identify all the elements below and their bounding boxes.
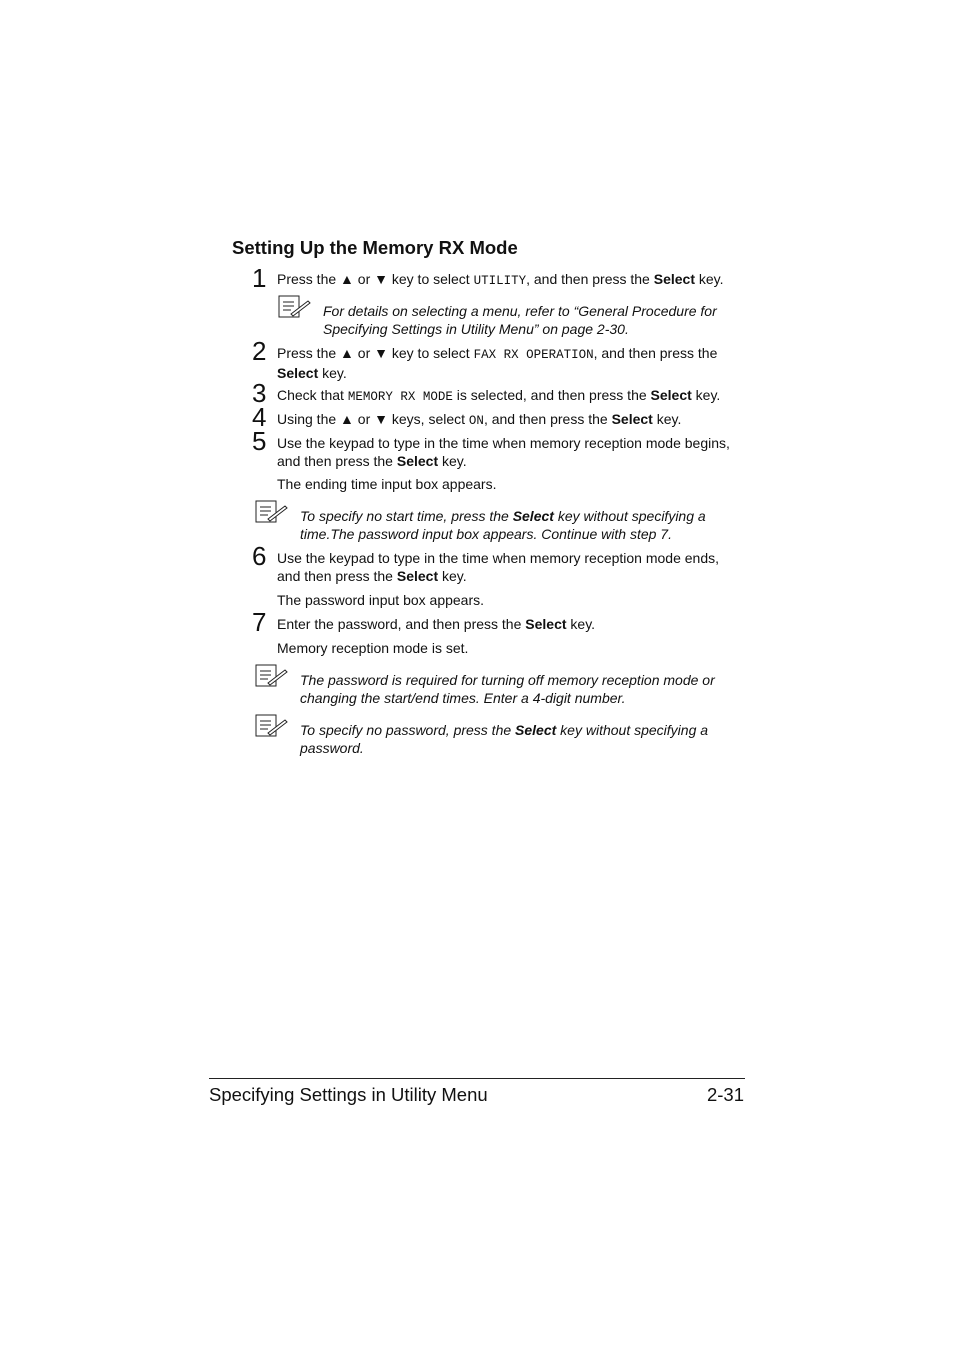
step-4-number: 4 xyxy=(252,402,267,432)
code-on: ON xyxy=(468,414,484,428)
note-pencil-icon xyxy=(255,714,289,738)
code-memory-rx-mode: MEMORY RX MODE xyxy=(347,390,453,404)
up-arrow-icon: ▲ xyxy=(340,271,354,287)
step-5-number: 5 xyxy=(252,426,267,456)
select-key-label: Select xyxy=(396,568,439,584)
note-pencil-icon xyxy=(255,500,289,524)
note-pencil-icon xyxy=(278,295,312,319)
footer-rule xyxy=(209,1078,745,1079)
section-heading: Setting Up the Memory RX Mode xyxy=(232,237,518,258)
step-7-note-1: The password is required for turning off memory reception mode or changing the start/end times. Enter a 4-digit number. xyxy=(300,672,715,706)
step-5-note: To specify no start time, press the Select key without specifying a time.The password input box appears. Continue with step 7. xyxy=(300,508,706,542)
select-key-label: Select xyxy=(277,365,319,381)
select-key-label: Select xyxy=(525,616,567,632)
step-7-note-2: To specify no password, press the Select key without specifying a password. xyxy=(300,722,709,756)
up-arrow-icon: ▲ xyxy=(340,345,354,361)
down-arrow-icon: ▼ xyxy=(374,411,388,427)
note-pencil-icon xyxy=(255,664,289,688)
step-7-number: 7 xyxy=(252,607,267,637)
step-6-result: The password input box appears. xyxy=(277,592,485,608)
down-arrow-icon: ▼ xyxy=(374,271,388,287)
select-key-label: Select xyxy=(653,271,695,287)
up-arrow-icon: ▲ xyxy=(340,411,354,427)
down-arrow-icon: ▼ xyxy=(374,345,388,361)
step-6-number: 6 xyxy=(252,541,267,571)
step-4-text: Using the ▲ or ▼ keys, select ON, and then press the Select key. xyxy=(277,411,682,428)
step-3-text: Check that MEMORY RX MODE is selected, and then press the Select key. xyxy=(277,387,721,404)
step-2-number: 2 xyxy=(252,336,267,366)
step-3-number: 3 xyxy=(252,378,267,408)
step-1-note: For details on selecting a menu, refer to “General Procedure for Specifying Settings in Utility Menu” on page 2-30. xyxy=(323,303,717,337)
step-1-text: Press the ▲ or ▼ key to select UTILITY, and then press the Select key. xyxy=(277,271,724,288)
step-7-result: Memory reception mode is set. xyxy=(277,640,469,656)
step-1-number: 1 xyxy=(252,263,267,293)
footer-section-title: Specifying Settings in Utility Menu xyxy=(209,1084,488,1105)
select-key-label: Select xyxy=(515,722,557,738)
step-7-text: Enter the password, and then press the Select key. xyxy=(277,616,596,632)
select-key-label: Select xyxy=(512,508,554,524)
step-5-text: Use the keypad to type in the time when memory reception mode begins, and then press the Select key. xyxy=(277,435,730,469)
select-key-label: Select xyxy=(611,411,653,427)
select-key-label: Select xyxy=(396,453,439,469)
code-utility: UTILITY xyxy=(473,274,527,288)
step-6-text: Use the keypad to type in the time when memory reception mode ends, and then press the Select key. xyxy=(277,550,720,584)
code-fax-rx-operation: FAX RX OPERATION xyxy=(473,348,594,362)
step-5-result: The ending time input box appears. xyxy=(277,476,497,492)
step-2-text: Press the ▲ or ▼ key to select FAX RX OPERATION, and then press the Select key. xyxy=(277,345,718,381)
select-key-label: Select xyxy=(650,387,692,403)
page-number: 2-31 xyxy=(706,1084,744,1105)
